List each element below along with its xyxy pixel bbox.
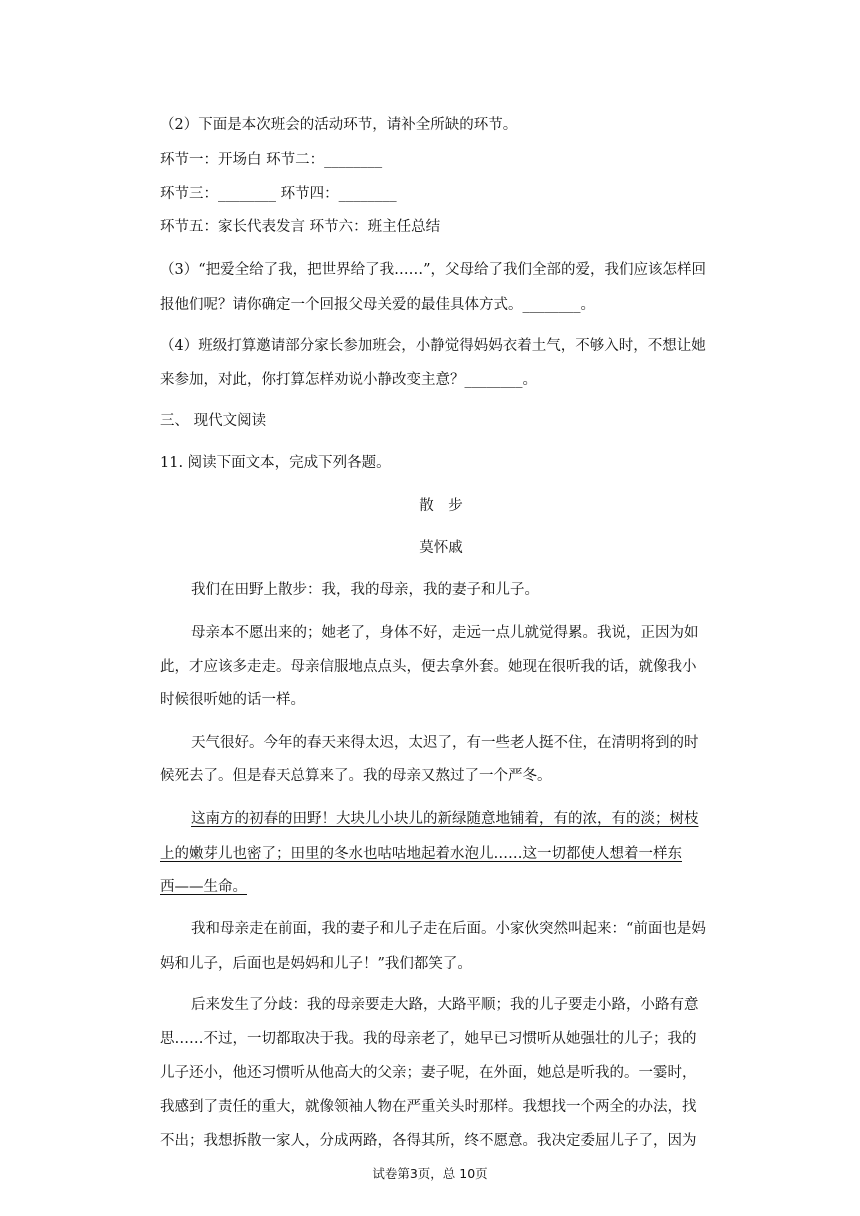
question-11: 11. 阅读下面文本，完成下列各题。 (160, 455, 391, 471)
paragraph-6-line-3: 儿子还小，他还习惯听从他高大的父亲；妻子呢，在外面，她总是听我的。一霎时， (160, 1065, 697, 1081)
paragraph-6-line-4: 我感到了责任的重大，就像领袖人物在严重关头时那样。我想找一个两全的办法，找 (160, 1099, 697, 1115)
paragraph-2-line-3: 时候很听她的话一样。 (160, 692, 305, 708)
page-footer: 试卷第3页，总 10页 (372, 1166, 488, 1181)
q3-line2: 报他们呢？请你确定一个回报父母关爱的最佳具体方式。________。 (160, 297, 595, 313)
section-heading: 三、 现代文阅读 (160, 413, 267, 429)
paragraph-4-line-3: 西——生命。 (160, 879, 247, 895)
paragraph-1: 我们在田野上散步：我，我的母亲，我的妻子和儿子。 (191, 582, 539, 598)
paragraph-3-line-2: 候死去了。但是春天总算来了。我的母亲又熬过了一个严冬。 (160, 768, 552, 784)
q4-line1: （4）班级打算邀请部分家长参加班会，小静觉得妈妈衣着土气，不够入时，不想让她 (160, 338, 706, 354)
paragraph-4-line-2: 上的嫩芽儿也密了；田里的冬水也咕咕地起着水泡儿……这一切都使人想着一样东 (160, 846, 682, 862)
article-title: 散 步 (419, 498, 463, 514)
q2-row3: 环节五：家长代表发言 环节六：班主任总结 (160, 219, 441, 235)
q3-line1: （3）“把爱全给了我，把世界给了我……”，父母给了我们全部的爱，我们应该怎样回 (160, 262, 707, 278)
paragraph-6-line-2: 思……不过，一切都取决于我。我的母亲老了，她早已习惯听从她强壮的儿子；我的 (160, 1031, 697, 1047)
paragraph-6-line-1: 后来发生了分歧：我的母亲要走大路，大路平顺；我的儿子要走小路，小路有意 (191, 997, 699, 1013)
paragraph-6-line-5: 不出；我想拆散一家人，分成两路，各得其所，终不愿意。我决定委屈儿子了，因为 (160, 1133, 697, 1149)
q2-row2: 环节三：________ 环节四：________ (160, 186, 397, 202)
paragraph-3-line-1: 天气很好。今年的春天来得太迟，太迟了，有一些老人挺不住，在清明将到的时 (191, 735, 699, 751)
paragraph-2-line-1: 母亲本不愿出来的；她老了，身体不好，走远一点儿就觉得累。我说，正因为如 (191, 625, 699, 641)
paragraph-2-line-2: 此，才应该多走走。母亲信服地点点头，便去拿外套。她现在很听我的话，就像我小 (160, 659, 697, 675)
article-author: 莫怀戚 (419, 540, 463, 556)
q2-row1: 环节一：开场白 环节二：________ (160, 152, 383, 168)
q4-line2: 来参加，对此，你打算怎样劝说小静改变主意？________。 (160, 372, 537, 388)
paragraph-4-line-1: 这南方的初春的田野！大块儿小块儿的新绿随意地铺着，有的浓，有的淡；树枝 (191, 811, 699, 827)
paragraph-5-line-2: 妈和儿子，后面也是妈妈和儿子！”我们都笑了。 (160, 956, 472, 972)
paragraph-5-line-1: 我和母亲走在前面，我的妻子和儿子走在后面。小家伙突然叫起来：“前面也是妈 (191, 921, 706, 937)
q2-stem: （2）下面是本次班会的活动环节，请补全所缺的环节。 (160, 117, 518, 133)
